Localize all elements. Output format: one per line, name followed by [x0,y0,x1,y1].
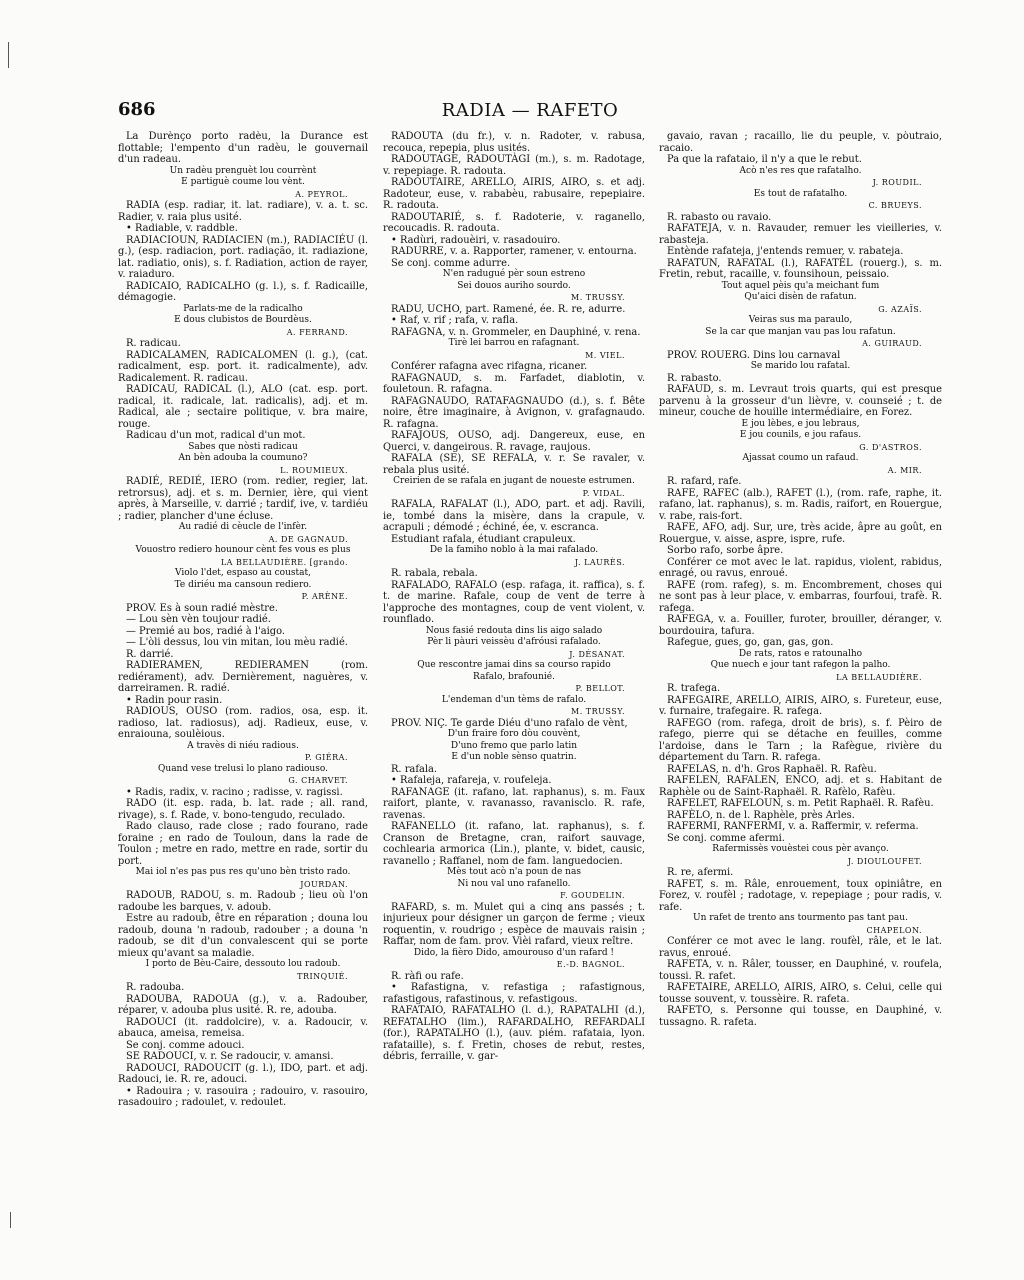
quotation-line: An bèn adouba la coumuno? [178,453,308,463]
quotation-line: Tout aquel pèis qu'a meichant fum [721,280,880,291]
entry-paragraph: RAFE (rom. rafeg), s. m. Encombrement, choses qui ne sont pas à leur place, v. embarras, fourfoui, trafè. R. rafega. [659,579,942,614]
quotation-line: E partiguè coume lou vènt. [181,177,305,187]
entry-paragraph: R. rafard, rafe. [667,476,742,487]
attribution: J. DÉSANAT. [569,649,625,659]
quotation-line: Sei douos auriho sourdo. [457,280,571,291]
entry-paragraph: • Radis, radix, v. racino ; radisse, v. ragissi. [126,786,343,798]
entry-paragraph: RAFERMI, RANFERMI, v. a. Raffermir, v. referma. [667,821,919,832]
quotation-line: Mès tout acò n'a poun de nas [447,867,581,877]
attribution: CHAPELON. [866,925,922,935]
entry-paragraph: RADURRE, v. a. Rapporter, ramener, v. entourna. [391,246,637,257]
entry-paragraph: RAFATUN, RAFATAL (l.), RAFATÈL (rouerg.), s. m. Fretin, rebut, racaille, v. founsihoun, peissaio. [659,257,942,280]
quotation-line: Rafalo, brafounié. [473,671,555,682]
entry-paragraph: RAFAGNAUD, s. m. Farfadet, diablotin, v. fouletoun. R. rafagna. [383,372,645,395]
quotation-line: Violo l'det, espaso au coustat, [175,568,311,578]
entry-paragraph: Se conj. comme adouci. [126,1039,245,1051]
quotation-line: E jou lèbes, e jou lebraus, [741,418,860,429]
entry-paragraph: — Premié au bos, radié à l'aigo. [126,625,285,637]
entry-paragraph: RADIACIOUN, RADIACIEN (m.), RADIACIÉU (l. g.), (esp. radiacion, port. radiação, it. radiazione, lat. radiatio, onis), s. f. Radiation, action de rayer, v. raiaduro. [118,234,368,280]
entry-paragraph: Estudiant rafala, étudiant crapuleux. [391,533,576,545]
page-number: 686 [118,99,156,120]
quotation-line: E d'un noble sènso quatrin. [451,752,577,762]
entry-paragraph: • Rafastigna, v. refastiga ; rafastignous, rafastigous, rafastinous, v. refastigous. [383,982,645,1005]
attribution: G. AZAÏS. [878,304,922,314]
entry-paragraph: PROV. ROUERG. Dins lou carnaval [667,349,841,361]
entry-paragraph: PROV. NIÇ. Te garde Diéu d'uno rafalo de vènt, [391,717,628,729]
entry-paragraph: RAFE, AFO, adj. Sur, ure, très acide, âpre au goût, en Rouergue, v. aisse, aspre, ispre, rufe. [659,522,942,545]
attribution: L. ROUMIEUX. [280,465,348,475]
entry-paragraph: RAFEGA, v. a. Fouiller, furoter, brouiller, déranger, v. bourdouira, tafura. [659,614,942,637]
attribution: A. PEYROL. [295,189,348,199]
quotation-line: Dido, la fièro Dido, amourouso d'un rafard ! [413,947,615,958]
quotation-line: Qu'aici disèn de rafatun. [744,292,857,302]
attribution: G. D'ASTROS. [859,442,922,452]
entry-paragraph: RAFETO, s. Personne qui tousse, en Dauphiné, v. tussagno. R. rafeta. [659,1005,942,1028]
quotation-line: Se la car que manjan vau pas lou rafatun. [705,326,896,337]
entry-paragraph: • Radùri, radouèiri, v. rasadouiro. [391,234,561,246]
attribution: LA BELLAUDIÈRE. [836,672,922,682]
entry-paragraph: PROV. Es à soun radié mèstre. [126,602,279,614]
entry-paragraph: R. rabala, rebala. [391,568,478,579]
quotation-line: Te diriéu ma cansoun rediero. [174,579,312,590]
entry-paragraph: R. darrié. [126,648,174,660]
entry-paragraph: Pa que la rafataio, il n'y a que le rebut. [667,154,862,165]
quotation-line: Vouostro rediero hounour cènt fes vous es plus [135,545,351,555]
quotation-line: Pèr li pàuri veissèu d'afróusi rafalado. [427,637,601,647]
attribution: A. FERRAND. [286,327,348,337]
entry-paragraph: RAFEGAIRE, ARELLO, AIRIS, AIRO, s. Fureteur, euse, v. furnaire, trafegaire. R. rafega. [659,694,942,717]
attribution: C. BRUEYS. [868,201,922,210]
entry-paragraph: RADICAIO, RADICALHO (g. l.), s. f. Radicaille, démagogie. [118,280,368,303]
entry-paragraph: RAFELET, RAFELOUN, s. m. Petit Raphaël. R. Rafèu. [667,798,934,809]
entry-paragraph: RAFAJOUS, OUSO, adj. Dangereux, euse, en Querci, v. dangeirous. R. ravage, raujous. [383,430,645,453]
attribution: LA BELLAUDIÈRE. [grando. [220,557,348,567]
entry-paragraph: SE RADOUCI, v. r. Se radoucir, v. amansi. [126,1051,334,1062]
attribution: J. LAURÈS. [574,557,625,567]
quotation-line: Que nuech e jour tant rafegon la palho. [710,660,891,670]
attribution: A. DE GAGNAUD. [268,534,348,544]
entry-paragraph: R. ràfi ou rafe. [391,970,464,982]
entry-paragraph: RAFATAIO, RAFATALHO (l. d.), RAPATALHI (d.), REFATALHO (lim.), RAFARDALHO, REFARDALI (for.), RAPATALHO (l.), (auv. piém. rafataia, lyon. rafataille), s. f. Fretin, choses de rebut, restes, débris, ferraille, v. gar- [383,1005,645,1062]
attribution: J. DIOULOUFET. [847,856,922,866]
entry-paragraph: RADICAU, RADICAL (l.), ALO (cat. esp. port. radical, it. radicale, lat. radicalis), adj. et m. Radical, ale ; sectaire politique, v. bra maire, rouge. [118,384,368,430]
quotation-line: I porto de Bèu-Caire, dessouto lou radoub. [145,959,341,969]
attribution: G. CHARVET. [288,776,348,785]
attribution: P. GIÉRA. [304,753,348,762]
entry-paragraph: RAFEGO (rom. rafega, droit de bris), s. f. Pèiro de rafego, pierre qui se détache en feuilles, comme l'ardoise, dans le Tarn ; la Rafègue, rivière du département du Tarn. R. rafega. [659,717,942,763]
entry-paragraph: RAFAGNA, v. n. Grommeler, en Dauphiné, v. rena. [391,326,641,338]
column-2 [383,131,645,1231]
entry-paragraph: Entènde rafateja, j'entends remuer, v. rabateja. [667,246,904,257]
entry-paragraph: RAFAGNAUDO, RATAFAGNAUDO (d.), s. f. Bête noire, être imaginaire, à Avignon, v. grafagnaudo. R. rafagna. [383,395,645,430]
entry-paragraph: RAFETA, v. n. Râler, tousser, en Dauphiné, v. roufela, toussi. R. rafet. [659,959,942,982]
attribution: E.-D. BAGNOL. [556,960,625,969]
entry-paragraph: RAFATEJA, v. n. Ravauder, remuer les vieilleries, v. rabasteja. [659,223,942,246]
entry-paragraph: La Durènço porto radèu, la Durance est flottable; l'empento d'un radèu, le gouvernail d'un radeau. [118,131,368,165]
quotation-line: Ajassat coumo un rafaud. [742,453,859,463]
entry-paragraph: RADICALAMEN, RADICALOMEN (l. g.), (cat. radicalment, esp. port. it. radicalmente), adv. Radicalement. R. radicau. [118,349,368,384]
entry-paragraph: RAFANAGE (it. rafano, lat. raphanus), s. m. Faux raifort, plante, v. ravanasso, ravanisclo. R. rafe, ravenas. [383,786,645,821]
entry-paragraph: RADO (it. esp. rada, b. lat. rade ; all. rand, rivage), s. f. Rade, v. bono-tengudo, reculado. [118,798,368,821]
entry-paragraph: RADIERAMEN, REDIERAMEN (rom. rediérament), adv. Dernièrement, naguères, v. darreiramen. R. radié. [118,660,368,694]
running-head: RADIA — RAFETO [441,100,619,121]
entry-paragraph: Rado clauso, rade close ; rado fourano, rade foraine ; en rado de Touloun, dans la rade de Toulon ; metre en rado, mettre en rade, sortir du port. [118,821,368,867]
quotation-line: Rafermissès vouèstei cous pèr avanço. [712,844,889,854]
entry-paragraph: RAFELEN, RAFALEN, ENCO, adj. et s. Habitant de Raphèle ou de Saint-Raphaël. R. Rafèlo, Rafèu. [659,775,942,798]
quotation-line: Creirien de se rafala en jugant de noueste estrumen. [393,476,635,486]
entry-paragraph: RADOUTARIÉ, s. f. Radoterie, v. raganello, recoucadis. R. radouta. [383,211,645,234]
attribution: A. MIR. [887,465,922,475]
page-header [118,99,942,125]
entry-paragraph: RAFALA (SE), SE REFALA, v. r. Se ravaler, v. rebala plus usité. [383,453,645,476]
entry-paragraph: R. radicau. [126,338,181,349]
quotation-line: Que rescontre jamai dins sa courso rapido [417,660,611,670]
entry-paragraph: — L'òli dessus, lou vin mitan, lou mèu radié. [126,637,348,648]
entry-paragraph: • Raf, v. rif ; rafa, v. rafla. [391,315,519,326]
entry-paragraph: • Radin pour rasin. [126,694,223,706]
entry-paragraph: RAFARD, s. m. Mulet qui a cinq ans passés ; t. injurieux pour désigner un garçon de ferme ; vieux roquentin, v. roudrigo ; espèce de mauvais raisin ; Raffar, nom de fam. prov. Vièi rafard, vieux reître. [383,901,645,947]
quotation-line: N'en radugué pèr soun estreno [442,269,586,279]
entry-paragraph: RAFANELLO (it. rafano, lat. raphanus), s. f. Cranson de Bretagne, cran, raifort sauvage, cochlearia armorica (Lin.), plante, v. bidet, causic, ravanello ; Raffanel, nom de fam. languedocien. [383,821,645,867]
quotation-line: Mai iol n'es pas pus res qu'uno bèn tristo rado. [135,867,351,877]
entry-paragraph: Se conj. comme afermi. [667,832,785,844]
entry-paragraph: • Radiable, v. raddble. [126,223,238,234]
entry-paragraph: R. rabasto ou ravaio. [667,211,772,223]
quotation-line: L'endeman d'un tèms de rafalo. [441,694,587,705]
attribution: J. ROUDIL. [872,178,922,187]
attribution: F. GOUDELIN. [560,891,625,900]
margin-mark [8,42,9,68]
column-1 [118,131,368,1231]
entry-paragraph: RADIÉ, REDIÉ, IERO (rom. redier, regier, lat. retrorsus), adj. et s. m. Dernier, ière, qui vient après, à Marseille, v. darrié ; tardif, ive, v. tardiéu ; radier, plancher d'une écluse. [118,476,368,522]
quotation-line: Quand vese trelusi lo plano radiouso. [158,763,328,774]
entry-paragraph: RADIOUS, OUSO (rom. radios, osa, esp. it. radioso, lat. radiosus), adj. Radieux, euse, v. enraiouna, soulèious. [118,706,368,740]
entry-paragraph: Conférer ce mot avec le lat. rapidus, violent, rabidus, enragé, ou ravus, enroué. [659,556,942,579]
entry-paragraph: Conférer ce mot avec le lang. roufèl, râle, et le lat. ravus, enroué. [659,936,942,959]
attribution: P. BELLOT. [575,684,625,693]
entry-paragraph: Radicau d'un mot, radical d'un mot. [126,430,306,441]
entry-paragraph: R. trafega. [667,683,721,694]
quotation-line: Se marido lou rafatal. [750,361,851,371]
quotation-line: Ni nou val uno rafanello. [457,878,571,889]
entry-paragraph: RADOUCI (it. raddolcire), v. a. Radoucir, v. abauca, ameisa, remeisa. [118,1016,368,1039]
entry-paragraph: RAFÈLO, n. de l. Raphèle, près Arles. [667,809,855,821]
quotation-line: A travès di niéu radious. [187,740,299,751]
entry-paragraph: Estre au radoub, être en réparation ; douna lou radoub, douna 'n radoub, radouber ; a douna 'n radoub, se dit d'un convalescent qui se porte mieux qu'avant sa maladie. [118,913,368,959]
quotation-line: D'uno fremo que parlo latin [450,740,578,751]
quotation-line: Veiras sus ma paraulo, [748,315,853,325]
quotation-line: Un radèu prenguèt lou courrènt [169,165,317,176]
margin-mark [10,1212,11,1228]
quotation-line: Sabes que nòsti radicau [188,441,298,452]
quotation-line: E dous clubistos de Bourdèus. [174,315,312,325]
quotation-line: De la famiho noblo à la mai rafalado. [429,545,599,555]
entry-paragraph: RADOUB, RADOU, s. m. Radoub ; lieu où l'on radoube les barques, v. adoub. [118,890,368,913]
attribution: A. GUIRAUD. [862,339,922,348]
quotation-line: D'un fraire foro dòu couvènt, [447,729,581,739]
entry-paragraph: RAFAUD, s. m. Levraut trois quarts, qui est presque parvenu à la grosseur d'un lièvre, v. counseié ; t. de mineur, couche de houille intermédiaire, en Forez. [659,384,942,418]
entry-paragraph: Rafegue, gues, go, gan, gas, gon. [667,637,834,648]
entry-paragraph: RADOUCI, RADOUCIT (g. l.), IDO, part. et adj. Radouci, ie. R. re, adouci. [118,1062,368,1085]
entry-paragraph: RAFE, RAFEC (alb.), RAFET (l.), (rom. rafe, raphe, it. rafano, lat. raphanus), s. m. Radis, raifort, en Rouergue, v. rabe, rais-fort. [659,487,942,522]
entry-paragraph: R. radouba. [126,982,185,993]
entry-paragraph: Conférer rafagna avec rifagna, ricaner. [391,361,588,372]
entry-paragraph: — Lou sèn vèn toujour radié. [126,614,271,625]
entry-paragraph: R. re, afermi. [667,867,734,878]
entry-paragraph: gavaio, ravan ; racaillo, lie du peuple, v. pòutraio, racaio. [659,131,942,154]
entry-paragraph: R. rabasto. [667,372,722,384]
attribution: TRINQUIÉ. [297,971,348,981]
quotation-line: Es tout de rafatalho. [753,188,848,199]
entry-paragraph: RAFELAS, n. d'h. Gros Raphaël. R. Rafèu. [667,763,877,775]
entry-paragraph: RADOUTAIRE, ARELLO, AIRIS, AIRO, s. et adj. Radoteur, euse, v. rababèu, rabusaire, repepiaire. R. radouta. [383,177,645,211]
attribution: M. VIEL. [585,350,625,360]
entry-paragraph: RAFET, s. m. Râle, enrouement, toux opiniâtre, en Forez, v. roufèl ; radotage, v. repepiage ; pour radis, v. rafe. [659,878,942,913]
entry-paragraph: RAFETAIRE, ARELLO, AIRIS, AIRO, s. Celui, celle qui tousse souvent, v. toussèire. R. rafeta. [659,982,942,1005]
entry-paragraph: • Rafaleja, rafareja, v. roufeleja. [391,775,552,786]
entry-paragraph: RADU, UCHO, part. Ramené, ée. R. re, adurre. [391,303,626,315]
quotation-line: De rats, ratos e ratounalho [738,648,863,659]
entry-paragraph: RADOUTAGE, RADOUTÀGI (m.), s. m. Radotage, v. repepiage. R. radouta. [383,154,645,177]
quotation-line: Un rafet de trento ans tourmento pas tant pau. [693,913,908,923]
column-3 [659,131,942,1231]
entry-paragraph: RADOUBA, RADOUA (g.), v. a. Radouber, réparer, v. adouba plus usité. R. re, adouba. [118,993,368,1016]
entry-paragraph: R. rafala. [391,763,438,775]
quotation-line: E jou counils, e jou rafaus. [739,430,862,440]
entry-paragraph: Se conj. comme adurre. [391,257,511,269]
entry-paragraph: RAFALA, RAFALAT (l.), ADO, part. et adj. Ravili, ie, tombé dans la misère, dans la crapule, v. acrapuli ; démodé ; échiné, ée, v. escranca. [383,499,645,533]
attribution: P. ARÈNE. [301,592,348,601]
entry-paragraph: RADIA (esp. radiar, it. lat. radiare), v. a. t. sc. Radier, v. raia plus usité. [118,200,368,223]
entry-paragraph: Sorbo rafo, sorbe âpre. [667,545,784,556]
attribution: M. TRUSSY. [571,707,625,716]
quotation-line: Acò n'es res que rafatalho. [739,165,862,176]
entry-paragraph: RAFALADO, RAFALO (esp. rafaga, it. raffica), s. f. t. de marine. Rafale, coup de vent de terre à l'approche des montagnes, coup de vent violent, v. rounflado. [383,579,645,625]
attribution: M. TRUSSY. [571,293,625,302]
entry-paragraph: RADOUTA (du fr.), v. n. Radoter, v. rabusa, recouca, repepia, plus usités. [383,131,645,154]
quotation-line: Tirè lei barrou en rafagnant. [448,338,580,348]
entry-paragraph: • Radouira ; v. rasouira ; radouiro, v. rasouiro, rasadouiro ; radoulet, v. redoulet. [118,1085,368,1108]
quotation-line: Au radié di cèucle de l'infèr. [178,522,308,532]
attribution: P. VIDAL. [582,488,625,498]
quotation-line: Parlats-me de la radicalho [183,303,303,314]
quotation-line: Nous fasié redouta dins lis aigo salado [425,625,603,636]
attribution: JOURDAN. [300,879,348,889]
